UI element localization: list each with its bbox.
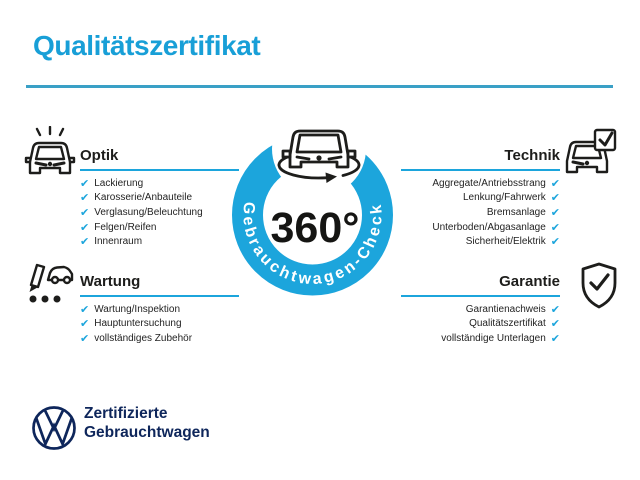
check-icon: ✔ <box>550 205 560 219</box>
section-garantie-title: Garantie <box>401 273 560 297</box>
check-item <box>80 317 239 332</box>
brand-claim <box>84 404 210 442</box>
check-item-label: Lenkung/Fahrwerk <box>462 192 546 204</box>
check-icon: ✔ <box>80 302 90 316</box>
section-technik <box>401 147 560 249</box>
brand-claim-line1: Zertifizierte <box>84 405 168 422</box>
check-icon: ✔ <box>550 302 560 316</box>
shield-check-icon <box>578 261 620 311</box>
page-title: Qualitätszertifikat <box>33 30 261 61</box>
check-item <box>401 205 560 220</box>
check-item-label: Aggregate/Antriebsstrang <box>432 177 546 189</box>
check-item <box>401 317 560 332</box>
shining-car-icon <box>24 126 76 180</box>
check-item <box>401 220 560 235</box>
section-garantie <box>401 273 560 346</box>
badge-ring-label: Gebrauchtwagen-Check <box>239 201 386 289</box>
vw-logo-icon <box>31 405 77 451</box>
brand-claim-line2: Gebrauchtwagen <box>84 424 210 441</box>
section-technik-title: Technik <box>401 147 560 171</box>
check-icon: ✔ <box>80 220 90 234</box>
check-item <box>401 302 560 317</box>
section-wartung-items <box>80 302 239 346</box>
check-icon: ✔ <box>80 235 90 249</box>
check-item <box>401 176 560 191</box>
check-item <box>401 331 560 346</box>
check-icon: ✔ <box>80 317 90 331</box>
check-item-label: Verglasung/Beleuchtung <box>94 206 203 218</box>
check-item-label: Felgen/Reifen <box>94 221 157 233</box>
check-icon: ✔ <box>550 191 560 205</box>
section-garantie-items <box>401 302 560 346</box>
check-item-label: Unterboden/Abgasanlage <box>432 221 546 233</box>
check-icon: ✔ <box>550 235 560 249</box>
check-icon: ✔ <box>80 191 90 205</box>
check-item-label: Bremsanlage <box>486 206 546 218</box>
check-icon: ✔ <box>80 176 90 190</box>
section-technik-items <box>401 176 560 249</box>
section-optik-title: Optik <box>80 147 239 171</box>
360-check-badge <box>212 115 412 307</box>
check-item-label: vollständige Unterlagen <box>441 332 546 344</box>
badge-degree-label: 360° <box>270 204 360 252</box>
car-checkbox-icon <box>563 127 619 179</box>
check-item-label: Sicherheit/Elektrik <box>465 236 546 248</box>
check-item-label: Hauptuntersuchung <box>94 318 182 330</box>
check-item <box>80 331 239 346</box>
check-item-label: vollständiges Zubehör <box>94 332 193 344</box>
check-item-label: Lackierung <box>94 177 144 189</box>
check-icon: ✔ <box>80 205 90 219</box>
check-item <box>401 234 560 249</box>
check-item-label: Qualitätszertifikat <box>469 318 546 330</box>
service-checklist-car-icon <box>24 256 76 310</box>
check-item-label: Wartung/Inspektion <box>94 303 181 315</box>
title-divider <box>26 85 613 88</box>
check-icon: ✔ <box>80 331 90 345</box>
check-item-label: Garantienachweis <box>465 303 546 315</box>
check-item <box>401 191 560 206</box>
check-item-label: Innenraum <box>94 236 143 248</box>
section-wartung-title: Wartung <box>80 273 239 297</box>
check-icon: ✔ <box>550 317 560 331</box>
check-item-label: Karosserie/Anbauteile <box>94 192 193 204</box>
check-icon: ✔ <box>550 220 560 234</box>
check-icon: ✔ <box>550 331 560 345</box>
check-icon: ✔ <box>550 176 560 190</box>
car-rotation-icon <box>283 131 355 167</box>
